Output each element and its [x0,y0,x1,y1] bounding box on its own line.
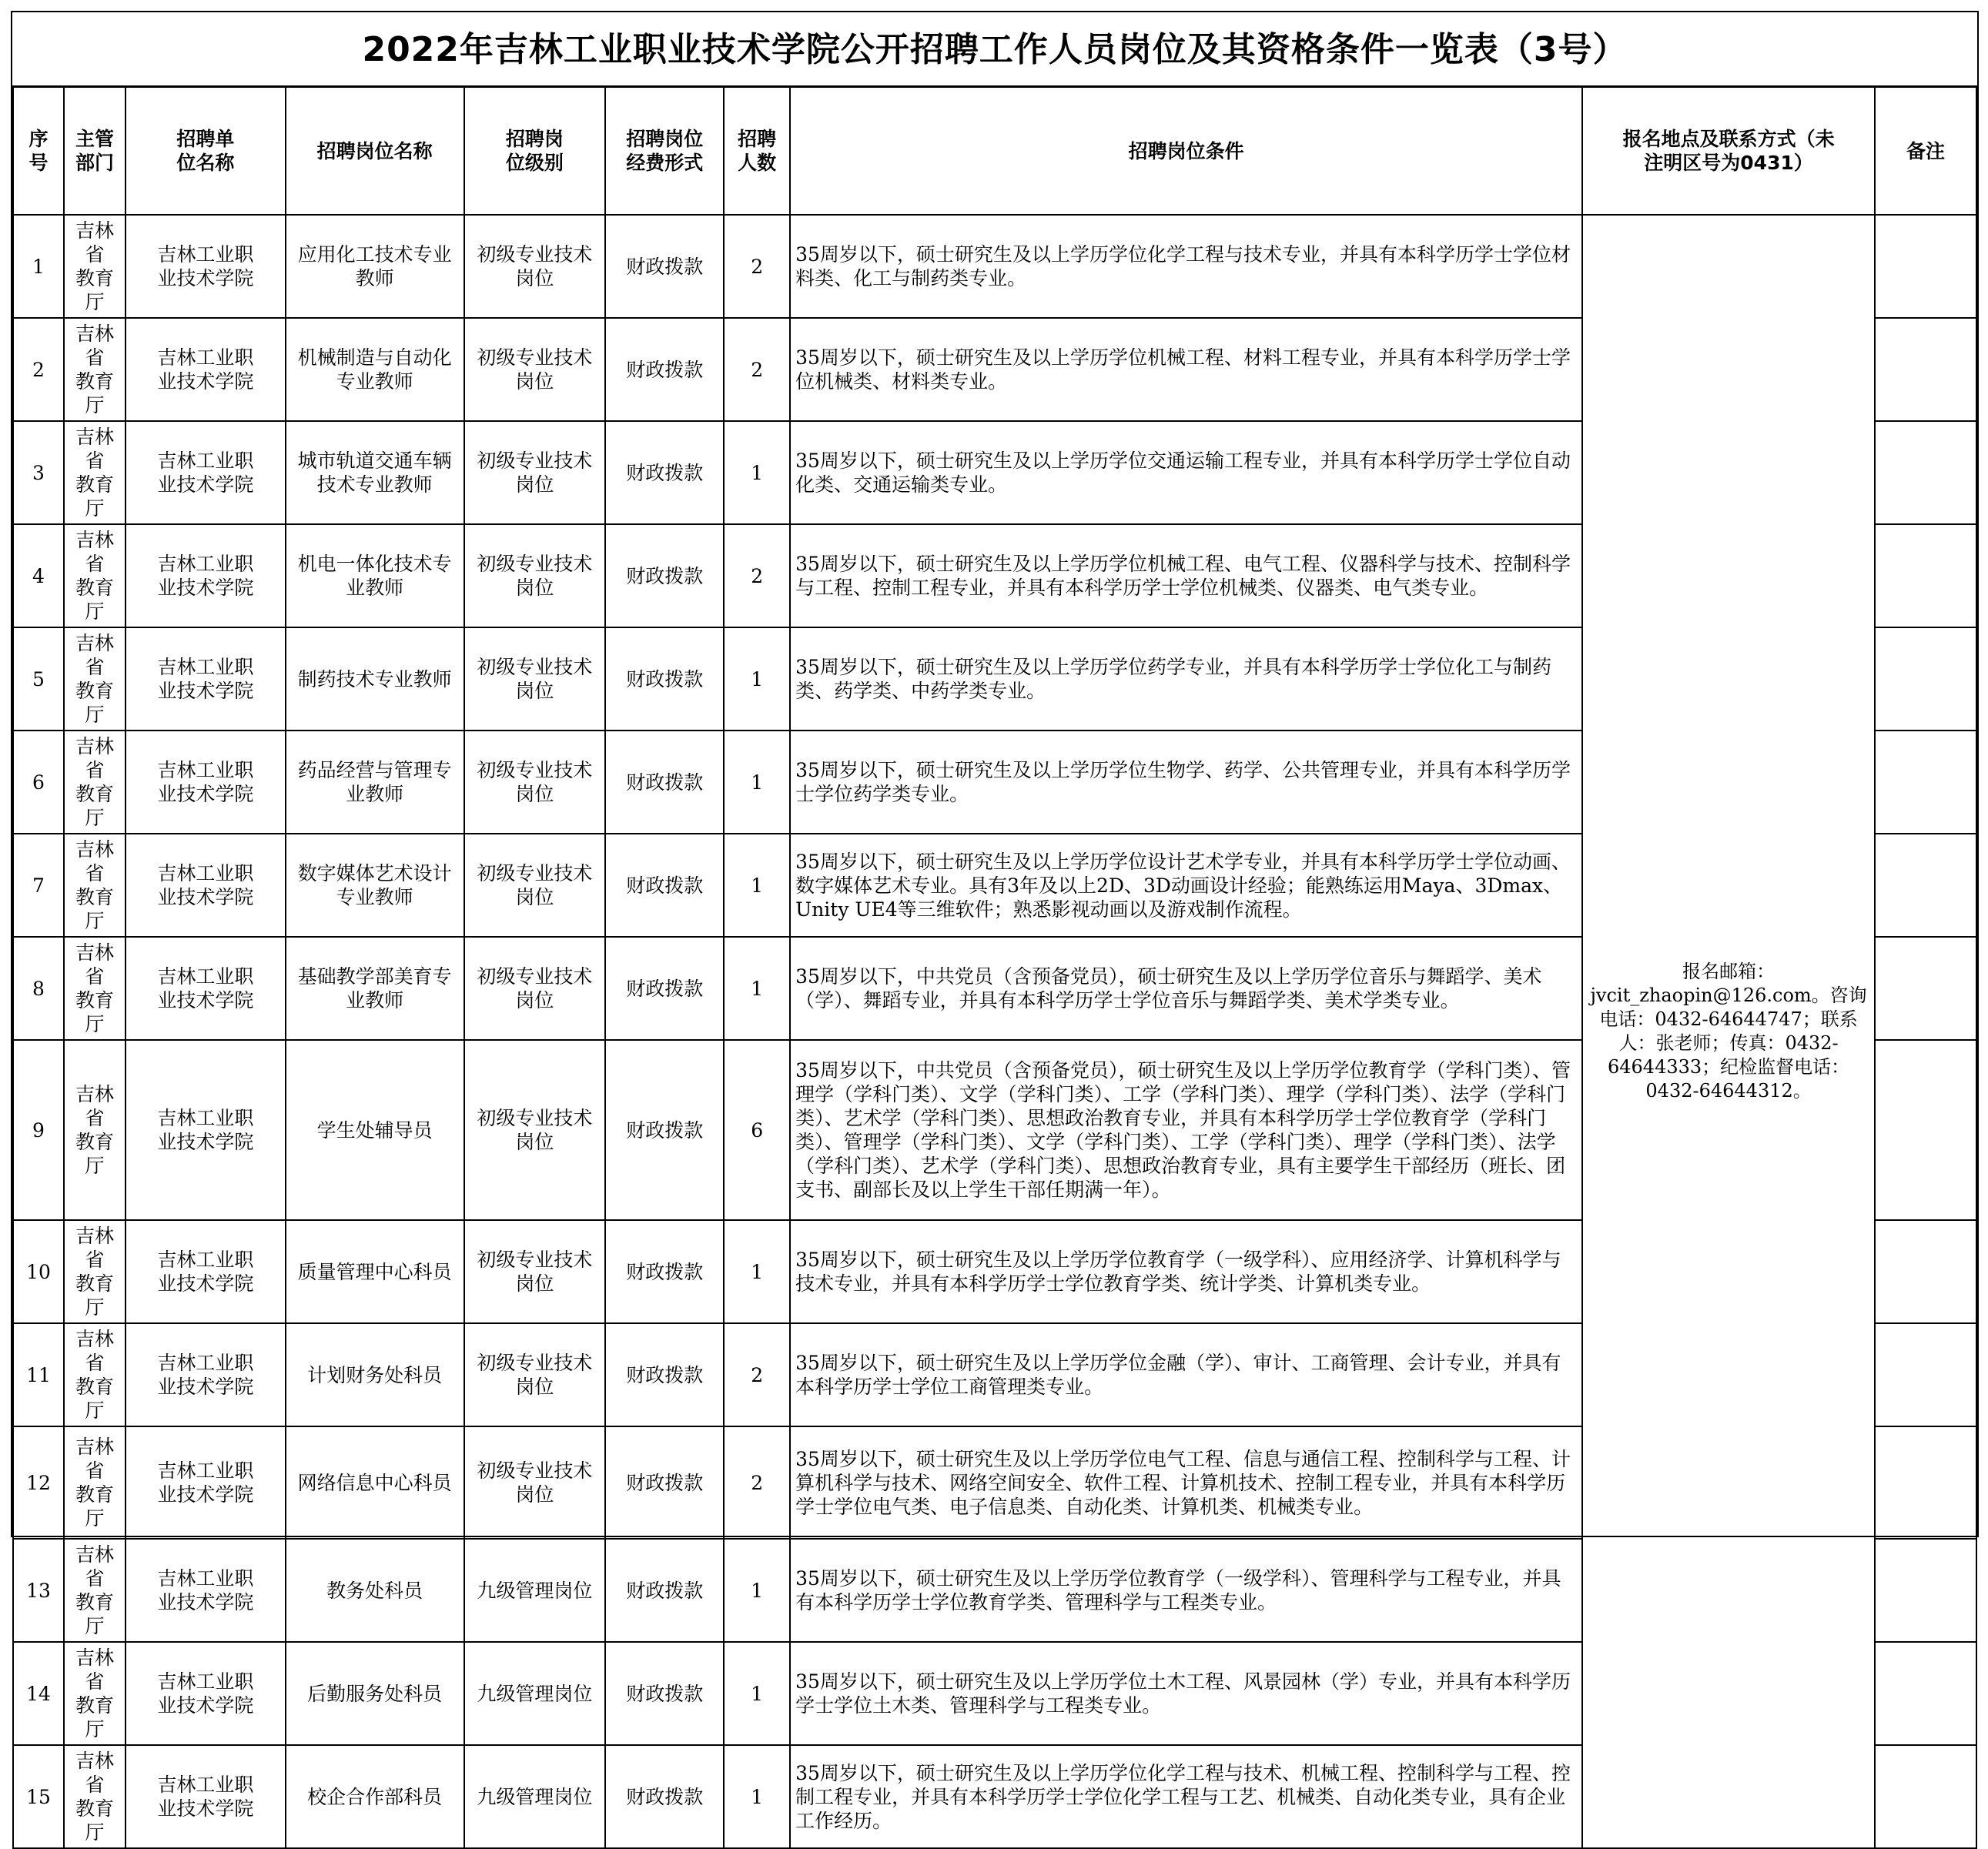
row-unit-name: 吉林工业职 业技术学院 [126,627,286,731]
row-unit-name: 吉林工业职 业技术学院 [126,937,286,1040]
row-number: 11 [13,1323,64,1426]
row-funding: 财政拨款 [605,1539,724,1642]
header-dept: 主管 部门 [64,87,126,215]
row-funding: 财政拨款 [605,524,724,627]
row-post-level: 初级专业技术 岗位 [464,937,606,1040]
row-number: 14 [13,1642,64,1745]
header-remarks: 备注 [1875,87,1976,215]
row-count: 1 [724,834,790,937]
row-funding: 财政拨款 [605,1745,724,1848]
row-remarks [1875,937,1976,1040]
header-no: 序 号 [13,87,64,215]
row-count: 2 [724,1426,790,1539]
recruitment-sheet [11,11,1979,1844]
row-remarks [1875,1745,1976,1848]
row-number: 15 [13,1745,64,1848]
row-count: 1 [724,1745,790,1848]
row-department: 吉林省 教育厅 [64,215,126,318]
row-funding: 财政拨款 [605,421,724,524]
row-funding: 财政拨款 [605,1426,724,1539]
row-post-level: 初级专业技术 岗位 [464,627,606,731]
header-count: 招聘 人数 [724,87,790,215]
row-department: 吉林省 教育厅 [64,1040,126,1220]
row-department: 吉林省 教育厅 [64,421,126,524]
row-remarks [1875,1539,1976,1642]
table-body [13,215,1976,1848]
row-count: 1 [724,937,790,1040]
row-post-level: 九级管理岗位 [464,1745,606,1848]
row-funding: 财政拨款 [605,731,724,834]
row-post-name: 计划财务处科员 [286,1323,464,1426]
row-funding: 财政拨款 [605,834,724,937]
header-funding: 招聘岗位 经费形式 [605,87,724,215]
row-remarks [1875,215,1976,318]
row-count: 1 [724,731,790,834]
row-unit-name: 吉林工业职 业技术学院 [126,834,286,937]
header-conditions: 招聘岗位条件 [790,87,1582,215]
row-post-level: 初级专业技术 岗位 [464,834,606,937]
row-remarks [1875,1040,1976,1220]
row-conditions: 35周岁以下，硕士研究生及以上学历学位电气工程、信息与通信工程、控制科学与工程、计算机科学与技术、网络空间安全、软件工程、计算机技术、控制工程专业，并具有本科学历学士学位电气类、电子信息类、自动化类、计算机类、机械类专业。 [790,1426,1582,1539]
row-department: 吉林省 教育厅 [64,318,126,421]
row-funding: 财政拨款 [605,1220,724,1323]
row-count: 1 [724,1539,790,1642]
row-remarks [1875,318,1976,421]
row-post-level: 初级专业技术 岗位 [464,1426,606,1539]
row-number: 9 [13,1040,64,1220]
row-number: 6 [13,731,64,834]
row-unit-name: 吉林工业职 业技术学院 [126,1426,286,1539]
row-conditions: 35周岁以下，中共党员（含预备党员），硕士研究生及以上学历学位音乐与舞蹈学、美术（学）、舞蹈专业，并具有本科学历学士学位音乐与舞蹈学类、美术学类专业。 [790,937,1582,1040]
row-unit-name: 吉林工业职 业技术学院 [126,524,286,627]
row-number: 4 [13,524,64,627]
row-post-level: 初级专业技术 岗位 [464,215,606,318]
row-post-name: 应用化工技术专业 教师 [286,215,464,318]
row-remarks [1875,731,1976,834]
row-number: 3 [13,421,64,524]
row-number: 8 [13,937,64,1040]
row-count: 6 [724,1040,790,1220]
row-department: 吉林省 教育厅 [64,1323,126,1426]
row-remarks [1875,421,1976,524]
row-remarks [1875,1323,1976,1426]
row-funding: 财政拨款 [605,1642,724,1745]
row-unit-name: 吉林工业职 业技术学院 [126,731,286,834]
row-conditions: 35周岁以下，硕士研究生及以上学历学位机械工程、材料工程专业，并具有本科学历学士学位机械类、材料类专业。 [790,318,1582,421]
row-funding: 财政拨款 [605,627,724,731]
row-funding: 财政拨款 [605,937,724,1040]
row-count: 1 [724,1642,790,1745]
row-conditions: 35周岁以下，硕士研究生及以上学历学位土木工程、风景园林（学）专业，并具有本科学历学士学位土木类、管理科学与工程类专业。 [790,1642,1582,1745]
contact-info: 报名邮箱： jvcit_zhaopin@126.com。咨询电话：0432-64644747；联系人：张老师；传真：0432-64644333；纪检监督电话：0432-64644312。 [1582,215,1875,1848]
row-unit-name: 吉林工业职 业技术学院 [126,215,286,318]
row-remarks [1875,627,1976,731]
row-remarks [1875,834,1976,937]
row-count: 2 [724,1323,790,1426]
header-level: 招聘岗 位级别 [464,87,606,215]
row-funding: 财政拨款 [605,1323,724,1426]
row-department: 吉林省 教育厅 [64,937,126,1040]
row-count: 1 [724,1220,790,1323]
row-conditions: 35周岁以下，硕士研究生及以上学历学位设计艺术学专业，并具有本科学历学士学位动画、数字媒体艺术专业。具有3年及以上2D、3D动画设计经验；能熟练运用Maya、3Dmax、Unity UE4等三维软件；熟悉影视动画以及游戏制作流程。 [790,834,1582,937]
row-number: 7 [13,834,64,937]
row-department: 吉林省 教育厅 [64,1539,126,1642]
row-post-level: 初级专业技术 岗位 [464,731,606,834]
row-post-level: 初级专业技术 岗位 [464,421,606,524]
row-conditions: 35周岁以下，硕士研究生及以上学历学位教育学（一级学科）、管理科学与工程专业，并具有本科学历学士学位教育学类、管理科学与工程类专业。 [790,1539,1582,1642]
row-post-level: 初级专业技术 岗位 [464,1220,606,1323]
row-post-level: 九级管理岗位 [464,1539,606,1642]
row-department: 吉林省 教育厅 [64,731,126,834]
row-number: 13 [13,1539,64,1642]
row-remarks [1875,1642,1976,1745]
row-remarks [1875,1426,1976,1539]
row-post-name: 网络信息中心科员 [286,1426,464,1539]
row-department: 吉林省 教育厅 [64,1426,126,1539]
row-funding: 财政拨款 [605,215,724,318]
row-post-name: 制药技术专业教师 [286,627,464,731]
row-post-name: 质量管理中心科员 [286,1220,464,1323]
row-number: 2 [13,318,64,421]
row-number: 10 [13,1220,64,1323]
row-conditions: 35周岁以下，中共党员（含预备党员），硕士研究生及以上学历学位教育学（学科门类）、管理学（学科门类）、文学（学科门类）、工学（学科门类）、理学（学科门类）、法学（学科门类）、艺术学（学科门类）、思想政治教育专业，并具有本科学历学士学位教育学（学科门类）、管理学（学科门类）、文学（学科门类）、工学（学科门类）、理学（学科门类）、法学（学科门类）、艺术学（学科门类）、思想政治教育专业，具有主要学生干部经历（班长、团支书、副部长及以上学生干部任期满一年）。 [790,1040,1582,1220]
row-unit-name: 吉林工业职 业技术学院 [126,1323,286,1426]
row-count: 2 [724,524,790,627]
header-post: 招聘岗位名称 [286,87,464,215]
page-title: 2022年吉林工业职业技术学院公开招聘工作人员岗位及其资格条件一览表（3号） [12,12,1977,88]
row-department: 吉林省 教育厅 [64,1220,126,1323]
row-count: 2 [724,215,790,318]
row-post-name: 药品经营与管理专 业教师 [286,731,464,834]
row-conditions: 35周岁以下，硕士研究生及以上学历学位教育学（一级学科）、应用经济学、计算机科学与技术专业，并具有本科学历学士学位教育学类、统计学类、计算机类专业。 [790,1220,1582,1323]
row-post-name: 机电一体化技术专 业教师 [286,524,464,627]
row-post-level: 初级专业技术 岗位 [464,1323,606,1426]
row-department: 吉林省 教育厅 [64,1745,126,1848]
row-conditions: 35周岁以下，硕士研究生及以上学历学位生物学、药学、公共管理专业，并具有本科学历学士学位药学类专业。 [790,731,1582,834]
row-conditions: 35周岁以下，硕士研究生及以上学历学位机械工程、电气工程、仪器科学与技术、控制科学与工程、控制工程专业，并具有本科学历学士学位机械类、仪器类、电气类专业。 [790,524,1582,627]
row-post-name: 城市轨道交通车辆 技术专业教师 [286,421,464,524]
row-post-name: 机械制造与自动化 专业教师 [286,318,464,421]
row-remarks [1875,524,1976,627]
row-unit-name: 吉林工业职 业技术学院 [126,1220,286,1323]
table-row [13,215,1976,318]
row-post-level: 九级管理岗位 [464,1642,606,1745]
row-funding: 财政拨款 [605,318,724,421]
row-conditions: 35周岁以下，硕士研究生及以上学历学位交通运输工程专业，并具有本科学历学士学位自动化类、交通运输类专业。 [790,421,1582,524]
row-department: 吉林省 教育厅 [64,627,126,731]
row-conditions: 35周岁以下，硕士研究生及以上学历学位化学工程与技术专业，并具有本科学历学士学位材料类、化工与制药类专业。 [790,215,1582,318]
row-count: 1 [724,421,790,524]
row-funding: 财政拨款 [605,1040,724,1220]
row-post-name: 教务处科员 [286,1539,464,1642]
row-department: 吉林省 教育厅 [64,1642,126,1745]
row-department: 吉林省 教育厅 [64,524,126,627]
header-contact: 报名地点及联系方式（未 注明区号为0431） [1582,87,1875,215]
row-unit-name: 吉林工业职 业技术学院 [126,1642,286,1745]
row-post-name: 数字媒体艺术设计 专业教师 [286,834,464,937]
row-post-level: 初级专业技术 岗位 [464,318,606,421]
row-remarks [1875,1220,1976,1323]
row-count: 1 [724,627,790,731]
row-number: 5 [13,627,64,731]
row-unit-name: 吉林工业职 业技术学院 [126,421,286,524]
row-post-name: 学生处辅导员 [286,1040,464,1220]
row-post-name: 基础教学部美育专 业教师 [286,937,464,1040]
row-unit-name: 吉林工业职 业技术学院 [126,318,286,421]
row-unit-name: 吉林工业职 业技术学院 [126,1539,286,1642]
row-conditions: 35周岁以下，硕士研究生及以上学历学位金融（学）、审计、工商管理、会计专业，并具有本科学历学士学位工商管理类专业。 [790,1323,1582,1426]
row-department: 吉林省 教育厅 [64,834,126,937]
row-post-name: 后勤服务处科员 [286,1642,464,1745]
row-number: 12 [13,1426,64,1539]
row-post-name: 校企合作部科员 [286,1745,464,1848]
row-number: 1 [13,215,64,318]
row-unit-name: 吉林工业职 业技术学院 [126,1745,286,1848]
row-conditions: 35周岁以下，硕士研究生及以上学历学位化学工程与技术、机械工程、控制科学与工程、控制工程专业，并具有本科学历学士学位化学工程与工艺、机械类、自动化类专业，具有企业工作经历。 [790,1745,1582,1848]
recruitment-table [12,86,1977,1849]
header-unit: 招聘单 位名称 [126,87,286,215]
header-row [13,87,1976,215]
row-post-level: 初级专业技术 岗位 [464,524,606,627]
row-post-level: 初级专业技术 岗位 [464,1040,606,1220]
row-count: 2 [724,318,790,421]
row-conditions: 35周岁以下，硕士研究生及以上学历学位药学专业，并具有本科学历学士学位化工与制药类、药学类、中药学类专业。 [790,627,1582,731]
row-unit-name: 吉林工业职 业技术学院 [126,1040,286,1220]
